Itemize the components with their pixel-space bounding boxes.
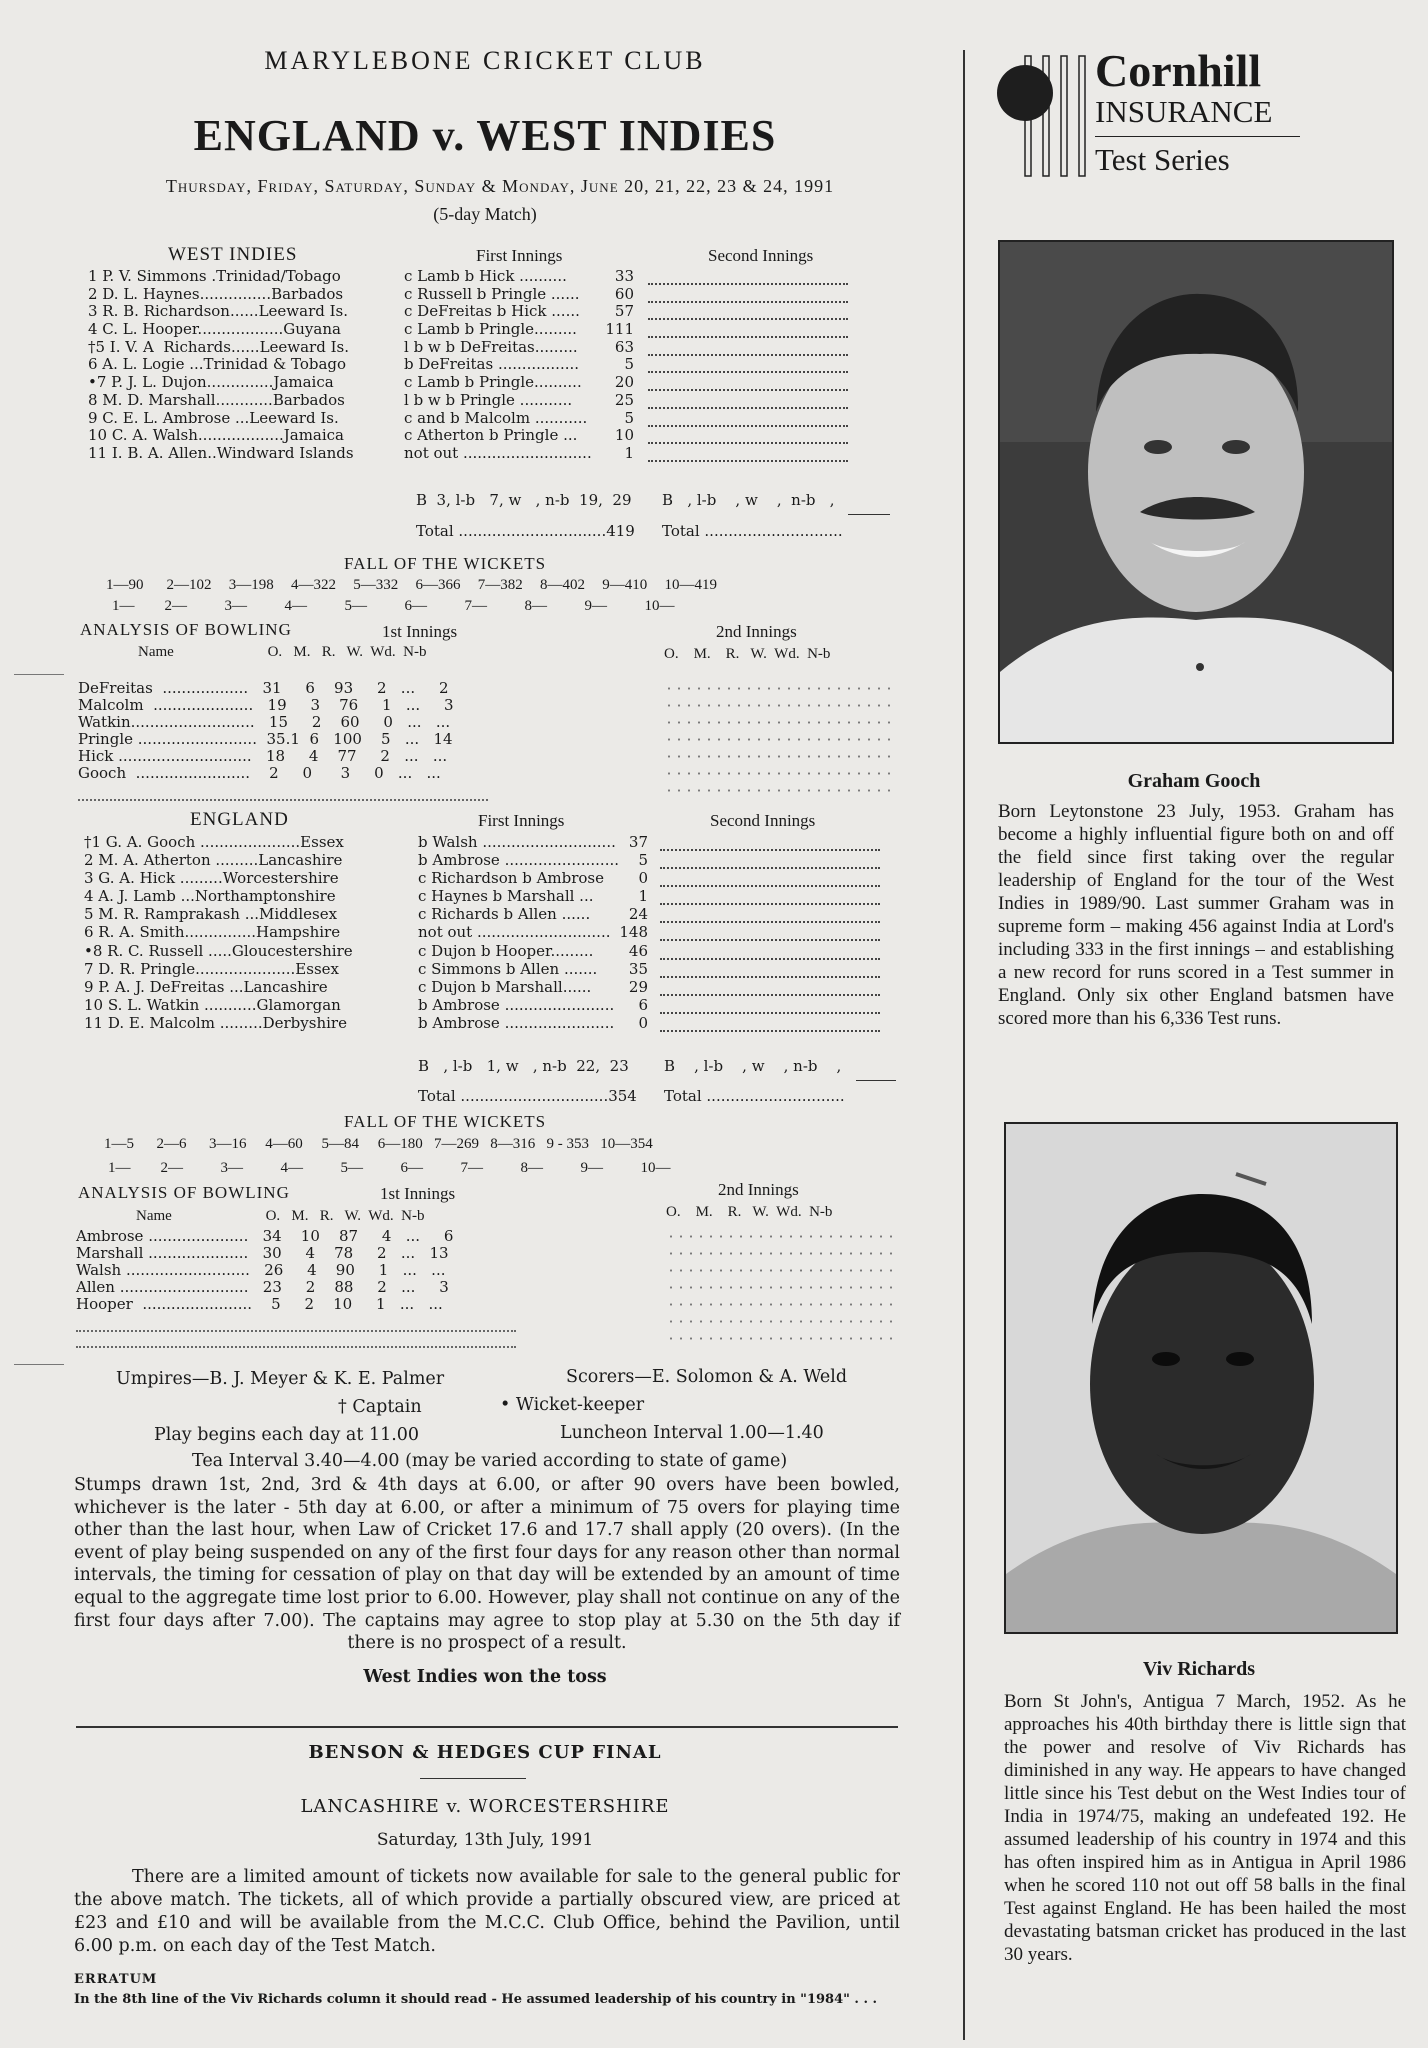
scorers: Scorers—E. Solomon & A. Weld <box>566 1367 848 1387</box>
table-row <box>88 427 868 444</box>
table-row <box>88 303 868 320</box>
dismissal: c Richards b Allen ...... <box>418 905 591 924</box>
table-row <box>88 392 868 409</box>
sponsor-series: Test Series <box>1095 142 1230 177</box>
runs: 57 <box>614 302 634 321</box>
batsman-name: 6 A. L. Logie ...Trinidad & Tobago <box>88 355 347 374</box>
wi-bowling-2nd-label: 2nd Innings <box>716 622 797 641</box>
dismissal: b Walsh ............................ <box>418 833 616 851</box>
batsman-name: 9 C. E. L. Ambrose ...Leeward Is. <box>88 408 339 427</box>
wi-bowling-figures <box>78 680 488 801</box>
batsman-name: 4 C. L. Hooper..................Guyana <box>88 320 341 339</box>
lunch-interval: Luncheon Interval 1.00—1.40 <box>560 1423 824 1443</box>
runs: 37 <box>628 833 648 851</box>
table-row: Allen ........................... 23 2 88 2 ... 3 <box>76 1278 449 1296</box>
wi-bowling-head-first: Name O. M. R. W. Wd. N-b <box>138 644 427 660</box>
sponsor-logo <box>995 45 1305 178</box>
batsman-name: 3 G. A. Hick .........Worcestershire <box>84 869 339 888</box>
bh-title: BENSON & HEDGES CUP FINAL <box>308 1742 662 1763</box>
second-innings-blank <box>660 870 880 887</box>
keeper-key: • Wicket-keeper <box>500 1395 645 1415</box>
second-innings-blank <box>660 834 880 851</box>
table-row <box>88 268 868 285</box>
richards-name: Viv Richards <box>1142 1658 1256 1680</box>
bh-ticket-info: There are a limited amount of tickets now available for sale to the general public for the above match. The tickets, all of which provide a partially obscured view, are priced at £23 and £10 and will be available from the M.C.C. Club Office, behind the Pavilion, until 6.00 p.m. on each day of the Test Match. <box>74 1867 900 1956</box>
runs: 63 <box>614 337 634 356</box>
section-rule <box>76 1726 898 1728</box>
eng-bowling-head-first: Name O. M. R. W. Wd. N-b <box>136 1208 425 1224</box>
table-row <box>84 1015 904 1032</box>
runs: 5 <box>638 851 648 870</box>
table-row <box>76 1313 516 1332</box>
tea-interval: Tea Interval 3.40—4.00 (may be varied according to state of game) <box>192 1451 788 1471</box>
batsman-name: 10 C. A. Walsh..................Jamaica <box>88 426 345 445</box>
dismissal: c Dujon b Hooper......... <box>418 941 594 960</box>
dismissal: c Dujon b Marshall...... <box>418 977 592 996</box>
dismissal: not out ........................... <box>404 443 592 462</box>
second-innings-blank <box>648 374 848 391</box>
table-row <box>84 961 904 978</box>
runs: 0 <box>638 1013 648 1032</box>
wi-bowling-title: ANALYSIS OF BOWLING <box>80 620 292 639</box>
eng-extras-first: B , l-b 1, w , n-b 22, 23 <box>418 1057 629 1075</box>
second-innings-blank <box>660 888 880 905</box>
dismissal: c Atherton b Pringle ... <box>404 426 578 445</box>
cricket-ball-stumps-icon <box>995 48 1105 178</box>
table-row <box>84 979 904 996</box>
batsman-name: 2 M. A. Atherton .........Lancashire <box>84 851 343 870</box>
dismissal: c Russell b Pringle ...... <box>404 284 580 303</box>
table-row <box>88 339 868 356</box>
table-row <box>88 286 868 303</box>
eng-total-second: Total ............................. <box>664 1087 845 1105</box>
sponsor-rule <box>1095 136 1300 137</box>
table-row <box>84 888 904 905</box>
batsman-name: 4 A. J. Lamb ...Northamptonshire <box>84 887 336 906</box>
umpires: Umpires—B. J. Meyer & K. E. Palmer <box>116 1369 445 1389</box>
eng-bowling-2nd-label: 2nd Innings <box>718 1180 799 1199</box>
batsman-name: 11 I. B. A. Allen..Windward Islands <box>88 443 354 462</box>
side-tick <box>14 1364 64 1365</box>
stumps-rules: Stumps drawn 1st, 2nd, 3rd & 4th days at 6.00, or after 90 overs have been bowled, whichever is the later - 5th day at 6.00, or after a minimum of 75 overs for playing time other than the last hour, when Law of Cricket 17.6 and 17.7 shall apply (20 overs). (In the event of play being suspended on any of the first four days for any reason other than normal intervals, the timing for cessation of play on that day will be extended by an amount of time equal to the aggregate time lost prior to 6.00. However, play shall not continue on any of the first four days after 7.00). The captains may agree to stop play at 5.30 on the 5th day if there is no prospect of a result. <box>74 1475 900 1654</box>
wi-total-first: Total ...............................419 <box>416 522 635 540</box>
second-innings-blank <box>648 286 848 303</box>
second-innings-blank <box>648 392 848 409</box>
wi-fall-title: FALL OF THE WICKETS <box>344 554 547 573</box>
table-row <box>84 906 904 923</box>
table-row <box>88 445 868 462</box>
batsman-name: 9 P. A. J. DeFreitas ...Lancashire <box>84 977 328 996</box>
table-row: Gooch ........................ 2 0 3 0 ... ... <box>78 764 441 782</box>
table-row <box>88 321 868 338</box>
second-innings-blank <box>660 1015 880 1032</box>
table-row <box>88 410 868 427</box>
runs: 10 <box>614 426 634 445</box>
table-row <box>84 870 904 887</box>
batsman-name: 6 R. A. Smith...............Hampshire <box>84 923 341 942</box>
second-innings-blank <box>660 961 880 978</box>
dismissal: c Richardson b Ambrose <box>418 869 604 888</box>
wi-team-label: WEST INDIES <box>168 244 298 265</box>
second-innings-blank <box>648 427 848 444</box>
dismissal: b Ambrose ........................ <box>418 851 620 870</box>
table-row: DeFreitas .................. 31 6 93 2 ... 2 <box>78 679 449 697</box>
runs: 20 <box>614 373 634 392</box>
captain-key: † Captain <box>338 1397 422 1417</box>
table-row: Malcolm ..................... 19 3 76 1 ... 3 <box>78 696 454 714</box>
dismissal: c Lamb b Pringle......... <box>404 320 577 339</box>
batsman-name: 1 P. V. Simmons .Trinidad/Tobago <box>88 267 341 285</box>
eng-fall-first: 1—5 2—6 3—16 4—60 5—84 6—180 7—269 8—316 9 - 353 10—354 <box>104 1136 653 1152</box>
second-innings-blank <box>660 906 880 923</box>
wi-second-innings-label: Second Innings <box>708 246 814 265</box>
runs: 29 <box>628 977 648 996</box>
wi-bowling-blank-second <box>664 680 894 798</box>
portrait-viv-richards <box>1006 1124 1396 1632</box>
portrait-graham-gooch <box>1000 242 1392 742</box>
runs: 0 <box>638 869 648 888</box>
table-row: Watkin.......................... 15 2 60 0 ... ... <box>78 713 451 731</box>
eng-bowling-blank-second <box>666 1228 898 1348</box>
batsman-name: •8 R. C. Russell .....Gloucestershire <box>84 941 353 960</box>
table-row: Hick ............................ 18 4 77 2 ... ... <box>78 747 448 765</box>
table-row: Walsh .......................... 26 4 90 1 ... ... <box>76 1261 446 1279</box>
batsman-name: 10 S. L. Watkin ...........Glamorgan <box>84 995 341 1014</box>
dismissal: c DeFreitas b Hick ...... <box>404 302 580 321</box>
runs: 5 <box>624 408 634 427</box>
toss-result: West Indies won the toss <box>363 1667 607 1687</box>
table-row: Pringle ......................... 35.1 6 100 5 ... 14 <box>78 730 453 748</box>
eng-fall-second: 1— 2— 3— 4— 5— 6— 7— 8— 9— 10— <box>108 1160 671 1176</box>
wi-extras-first: B 3, l-b 7, w , n-b 19, 29 <box>416 491 632 509</box>
side-tick <box>14 674 64 675</box>
batsman-name: †5 I. V. A Richards......Leeward Is. <box>88 337 349 356</box>
wi-bowling-head-second: O. M. R. W. Wd. N-b <box>664 646 831 662</box>
dismissal: c Lamb b Hick .......... <box>404 267 567 285</box>
runs: 6 <box>638 995 648 1014</box>
table-row: Marshall ..................... 30 4 78 2 ... 13 <box>76 1244 449 1262</box>
eng-batting-card <box>84 834 904 1033</box>
wi-first-innings-label: First Innings <box>476 246 563 265</box>
runs: 33 <box>614 267 634 285</box>
club-name: MARYLEBONE CRICKET CLUB <box>264 46 706 75</box>
gooch-photo <box>998 240 1394 744</box>
runs: 1 <box>638 887 648 906</box>
match-dates: Thursday, Friday, Saturday, Sunday & Monday, June 20, 21, 22, 23 & 24, 1991 <box>165 176 835 196</box>
play-start: Play begins each day at 11.00 <box>154 1425 420 1445</box>
runs: 148 <box>619 923 648 942</box>
runs: 25 <box>614 390 634 409</box>
batsman-name: 7 D. R. Pringle.....................Essex <box>84 959 339 978</box>
second-innings-blank <box>648 356 848 373</box>
dismissal: c Simmons b Allen ....... <box>418 959 598 978</box>
dismissal: b DeFreitas ................. <box>404 355 580 374</box>
eng-bowling-figures <box>76 1228 516 1348</box>
runs: 46 <box>628 941 648 960</box>
table-row <box>78 782 488 801</box>
wi-batting-card <box>88 268 868 463</box>
eng-total-rule <box>856 1080 896 1081</box>
eng-total-first: Total ...............................354 <box>418 1087 637 1105</box>
richards-bio: Born St John's, Antigua 7 March, 1952. As he approaches his 40th birthday there is little sign that the power and resolve of Viv Richards has diminished in any way. He appears to have changed little since his Test debut on the West Indies tour of India in 1974/75, making an undefeated 192. He assumed leadership of his country in 1974 and this has often inspired him as in Antigua in April 1986 when he scored 110 not out off 58 balls in the final Test against England. He has been hailed the most devastating batsman cricket has produced in the last 30 years. <box>1004 1691 1406 1965</box>
second-innings-blank <box>648 303 848 320</box>
wi-extras-second: B , l-b , w , n-b , <box>662 491 835 509</box>
runs: 24 <box>628 905 648 924</box>
wi-fall-second: 1— 2— 3— 4— 5— 6— 7— 8— 9— 10— <box>112 598 675 614</box>
table-row: Hooper ....................... 5 2 10 1 ... ... <box>76 1295 443 1313</box>
second-innings-blank <box>648 410 848 427</box>
second-innings-blank <box>660 943 880 960</box>
second-innings-blank <box>660 979 880 996</box>
dismissal: b Ambrose ....................... <box>418 1013 615 1032</box>
second-innings-blank <box>648 339 848 356</box>
table-row: Ambrose ..................... 34 10 87 4 ... 6 <box>76 1227 454 1245</box>
table-row <box>88 356 868 373</box>
batsman-name: •7 P. J. L. Dujon..............Jamaica <box>88 373 334 392</box>
dismissal: b Ambrose ....................... <box>418 995 615 1014</box>
batsman-name: 3 R. B. Richardson......Leeward Is. <box>88 302 348 321</box>
second-innings-blank <box>648 268 848 285</box>
second-innings-blank <box>648 321 848 338</box>
wi-fall-first: 1—90 2—102 3—198 4—322 5—332 6—366 7—382 8—402 9—410 10—419 <box>106 577 717 593</box>
batsman-name: 11 D. E. Malcolm .........Derbyshire <box>84 1013 347 1032</box>
batsman-name: 5 M. R. Ramprakash ...Middlesex <box>84 905 338 924</box>
dismissal: l b w b Pringle ........... <box>404 390 573 409</box>
table-row <box>84 834 904 851</box>
erratum-text: In the 8th line of the Viv Richards column it should read - He assumed leadership of his country in "1984" . . . <box>74 1992 878 2007</box>
table-row <box>84 924 904 941</box>
second-innings-blank <box>660 852 880 869</box>
second-innings-blank <box>648 445 848 462</box>
dismissal: not out ............................ <box>418 923 611 942</box>
gooch-bio: Born Leytonstone 23 July, 1953. Graham has become a highly influential figure both on and off the field since first taking over the regular leadership of England for the tour of the West Indies in 1989/90. Last summer Graham was in supreme form – making 456 against India at Lord's including 333 in the first innings – and establishing a new record for runs scored in a Test summer in England. Only six other England batsmen have scored more than his 6,336 Test runs. <box>998 801 1394 1029</box>
batsman-name: 2 D. L. Haynes...............Barbados <box>88 284 344 303</box>
batsman-name: 8 M. D. Marshall............Barbados <box>88 390 345 409</box>
table-row <box>84 943 904 960</box>
wi-total-second: Total ............................. <box>662 522 843 540</box>
bh-rule <box>420 1778 526 1779</box>
dismissal: c Lamb b Pringle.......... <box>404 373 582 392</box>
second-innings-blank <box>660 997 880 1014</box>
runs: 111 <box>605 320 634 339</box>
table-row <box>88 374 868 391</box>
erratum-title: ERRATUM <box>74 1972 158 1987</box>
dismissal: l b w b DeFreitas......... <box>404 337 578 356</box>
eng-fall-title: FALL OF THE WICKETS <box>344 1112 547 1131</box>
runs: 35 <box>628 959 648 978</box>
eng-bowling-title: ANALYSIS OF BOWLING <box>78 1183 290 1202</box>
gooch-name: Graham Gooch <box>1127 770 1261 792</box>
runs: 60 <box>614 284 634 303</box>
runs: 1 <box>624 443 634 462</box>
bh-match: LANCASHIRE v. WORCESTERSHIRE <box>300 1796 670 1817</box>
eng-second-innings-label: Second Innings <box>710 811 816 830</box>
table-row <box>84 852 904 869</box>
batsman-name: †1 G. A. Gooch .....................Essex <box>84 833 344 851</box>
eng-bowling-head-second: O. M. R. W. Wd. N-b <box>666 1204 833 1220</box>
eng-extras-second: B , l-b , w , n-b , <box>664 1057 842 1075</box>
wi-bowling-1st-label: 1st Innings <box>382 622 458 641</box>
second-innings-blank <box>660 924 880 941</box>
richards-photo <box>1004 1122 1398 1634</box>
match-format: (5-day Match) <box>433 204 537 224</box>
dismissal: c Haynes b Marshall ... <box>418 887 594 906</box>
runs: 5 <box>624 355 634 374</box>
sponsor-insurance: INSURANCE <box>1095 94 1273 129</box>
match-title: ENGLAND v. WEST INDIES <box>193 111 777 160</box>
table-row <box>84 997 904 1014</box>
bh-date: Saturday, 13th July, 1991 <box>376 1830 594 1850</box>
eng-team-label: ENGLAND <box>190 809 289 830</box>
wi-total-rule <box>848 514 890 515</box>
table-row <box>76 1332 516 1348</box>
sponsor-name: Cornhill <box>1095 45 1262 96</box>
eng-bowling-1st-label: 1st Innings <box>380 1184 456 1203</box>
eng-first-innings-label: First Innings <box>478 811 565 830</box>
dismissal: c and b Malcolm ........... <box>404 408 588 427</box>
